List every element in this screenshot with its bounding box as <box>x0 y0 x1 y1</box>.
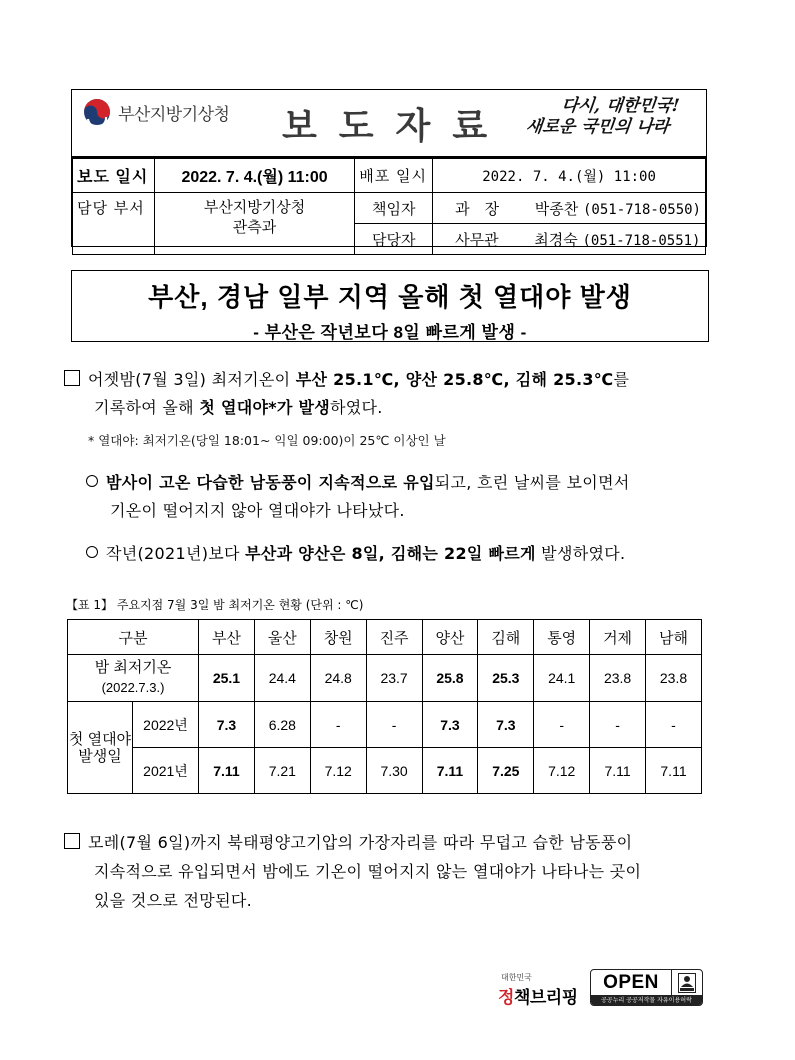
dept-value <box>154 193 354 255</box>
contact-name: 박종찬 <box>534 199 579 218</box>
table-cell: 24.4 <box>254 655 310 702</box>
station-header: 거제 <box>590 620 646 655</box>
sub-headline: - 부산은 작년보다 8일 빠르게 발생 - <box>253 323 527 342</box>
dept-value-line-1: 부산지방기상청 <box>203 198 306 216</box>
text: 작년(2021년)보다 <box>106 544 246 563</box>
slogan-line-2: 새로운 국민의 나라 <box>524 117 670 137</box>
agency-name: 부산지방기상청 <box>118 104 230 125</box>
header-banner <box>72 90 706 158</box>
table-cell: 7.3 <box>422 702 478 748</box>
table-cell: 7.12 <box>534 748 590 794</box>
slogan-line-1: 다시, 대한민국! <box>560 96 681 116</box>
paragraph-4 <box>64 828 714 915</box>
table-cell: 25.8 <box>422 655 478 702</box>
text: 어젯밤(7월 3일) 최저기온이 <box>88 370 296 389</box>
table-cell: - <box>310 702 366 748</box>
dept-value-line-2: 관측과 <box>232 218 277 236</box>
min-temp-table <box>67 619 702 794</box>
station-header: 남해 <box>646 620 702 655</box>
table-cell: 7.3 <box>478 702 534 748</box>
attribution-badge-icon <box>672 970 702 995</box>
contact-phone: (051-718-0550) <box>582 201 701 218</box>
table-cell: - <box>534 702 590 748</box>
row-label <box>68 655 199 702</box>
square-bullet-icon <box>64 370 80 386</box>
release-date-value: 2022. 7. 4.(월) 11:00 <box>154 159 354 193</box>
contact-name: 최경숙 <box>534 230 578 249</box>
text: 기록하여 올해 <box>94 398 200 417</box>
row-label-line-2: (2022.7.3.) <box>101 680 165 695</box>
dept-label: 담당 부서 <box>73 193 155 255</box>
release-date-row <box>73 159 706 193</box>
table-cell: 7.11 <box>646 748 702 794</box>
release-info-table <box>72 158 706 255</box>
station-header: 울산 <box>254 620 310 655</box>
doc-type-title: 보도자료 <box>282 106 510 147</box>
bold-text: 첫 열대야*가 발생 <box>199 398 331 417</box>
row-label-line-1: 밤 최저기온 <box>94 659 172 676</box>
press-release-header <box>71 89 707 247</box>
table-row-2021 <box>68 748 702 794</box>
text: 하였다. <box>330 398 383 417</box>
contact-role: 담당자 <box>355 224 433 255</box>
station-header: 창원 <box>310 620 366 655</box>
table-cell: 7.3 <box>199 702 255 748</box>
table-cell: 7.11 <box>590 748 646 794</box>
station-header: 진주 <box>366 620 422 655</box>
table-cell: 25.1 <box>199 655 255 702</box>
policy-briefing-logo <box>498 972 578 1008</box>
slogan <box>525 96 681 138</box>
table-cell: 7.11 <box>422 748 478 794</box>
station-header: 통영 <box>534 620 590 655</box>
year-label: 2021년 <box>133 748 199 794</box>
table-cell: - <box>590 702 646 748</box>
text: 발생하였다. <box>535 544 626 563</box>
table-cell: 23.7 <box>366 655 422 702</box>
station-header: 양산 <box>422 620 478 655</box>
distribution-date-value: 2022. 7. 4.(월) 11:00 <box>433 159 706 193</box>
headline: 부산, 경남 일부 지역 올해 첫 열대야 발생 <box>148 282 632 312</box>
distribution-date-label: 배포 일시 <box>355 159 433 193</box>
station-header: 김해 <box>478 620 534 655</box>
text: 지속적으로 유입되면서 밤에도 기온이 떨어지지 않는 열대야가 나타나는 곳이 <box>94 862 642 881</box>
table-cell: 24.1 <box>534 655 590 702</box>
brief-text: 책브리핑 <box>513 988 578 1007</box>
brief-red-char: 정 <box>498 988 514 1007</box>
release-date-label: 보도 일시 <box>73 159 155 193</box>
group-label-line-1: 첫 열대야 <box>68 730 132 748</box>
kogl-open-license-logo <box>590 969 703 1006</box>
circle-bullet-icon <box>86 546 98 558</box>
table-corner-header: 구분 <box>68 620 199 655</box>
paragraph-2 <box>86 469 716 525</box>
table-cell: 7.30 <box>366 748 422 794</box>
table-header-row <box>68 620 702 655</box>
contact-detail <box>433 193 706 224</box>
contact-role: 책임자 <box>355 193 433 224</box>
square-bullet-icon <box>64 833 80 849</box>
table-cell: 23.8 <box>590 655 646 702</box>
brief-small-text: 대한민국 <box>501 973 532 982</box>
table-cell: 25.3 <box>478 655 534 702</box>
paragraph-3 <box>86 540 716 568</box>
text: 되고, 흐린 날씨를 보이면서 <box>434 473 630 492</box>
contact-title: 과 장 <box>455 199 500 218</box>
text: 있을 것으로 전망된다. <box>94 891 252 910</box>
table-cell: - <box>646 702 702 748</box>
government-emblem-icon <box>82 97 112 127</box>
table-cell: 7.12 <box>310 748 366 794</box>
circle-bullet-icon <box>86 475 98 487</box>
table-cell: 7.25 <box>478 748 534 794</box>
table-cell: 7.21 <box>254 748 310 794</box>
table-row-2022 <box>68 702 702 748</box>
agency-logo <box>82 97 229 127</box>
open-license-bar: 공공누리 공공저작물 자유이용허락 <box>591 995 702 1006</box>
table-cell: 7.11 <box>199 748 255 794</box>
table-caption: 【표 1】 주요지점 7월 3일 밤 최저기온 현황 (단위 : ℃) <box>66 598 364 612</box>
text: 모레(7월 6일)까지 북태평양고기압의 가장자리를 따라 무덥고 습한 남동풍이 <box>88 833 633 852</box>
contact-row-1 <box>73 193 706 224</box>
bold-text: 부산 25.1℃, 양산 25.8℃, 김해 25.3℃ <box>295 370 614 389</box>
group-label-line-2: 발생일 <box>78 747 122 765</box>
contact-phone: (051-718-0551) <box>582 232 701 249</box>
table-cell: 23.8 <box>646 655 702 702</box>
bold-text: 밤사이 고온 다습한 남동풍이 지속적으로 유입 <box>106 473 435 492</box>
table-cell: - <box>366 702 422 748</box>
year-label: 2022년 <box>133 702 199 748</box>
text: 기온이 떨어지지 않아 열대야가 나타났다. <box>110 501 405 520</box>
table-cell: 24.8 <box>310 655 366 702</box>
station-header: 부산 <box>199 620 255 655</box>
contact-title: 사무관 <box>455 230 499 249</box>
paragraph-1 <box>64 366 714 422</box>
table-cell: 6.28 <box>254 702 310 748</box>
group-label <box>68 702 133 794</box>
open-word: OPEN <box>591 970 672 995</box>
bold-text: 부산과 양산은 8일, 김해는 22일 빠르게 <box>245 544 536 563</box>
contact-detail <box>433 224 706 255</box>
text: 를 <box>613 370 630 389</box>
headline-box <box>71 270 709 342</box>
footnote: * 열대야: 최저기온(당일 18:01~ 익일 09:00)이 25℃ 이상인 날 <box>88 433 446 448</box>
table-row-min-temp <box>68 655 702 702</box>
